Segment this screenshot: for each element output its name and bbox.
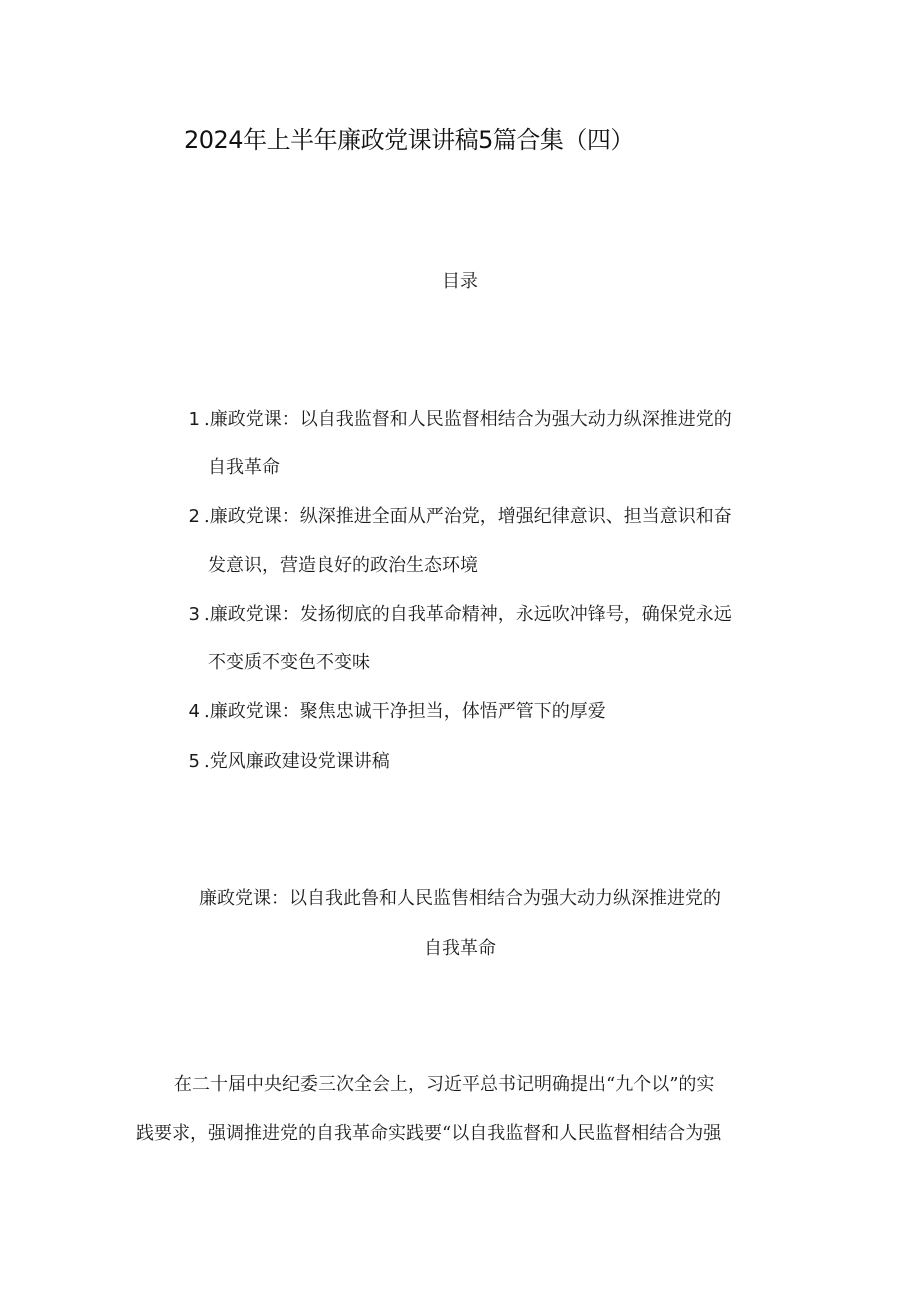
toc-item-number: 5 [188,751,200,772]
toc-heading: 目录 [442,271,478,292]
toc-item-4 [170,698,606,726]
toc-item-1 [170,406,732,434]
toc-item-1-continuation: 自我革命 [208,457,280,478]
body-paragraph-line: 践要求，强调推进党的自我革命实践要“以自我监督和人民监督相结合为强 [136,1123,722,1144]
toc-item-3 [170,601,732,629]
toc-item-text: .廉政党课：以自我监督和人民监督相结合为强大动力纵深推进党的 [204,409,732,430]
toc-item-text: .党风廉政建设党课讲稿 [204,751,390,772]
toc-item-number: 2 [188,506,200,527]
toc-item-text: .廉政党课：发扬彻底的自我革命精神，永远吹冲锋号，确保党永远 [204,604,732,625]
section-title: 廉政党课：以自我此鲁和人民监售相结合为强大动力纵深推进党的 [199,888,721,909]
toc-item-text: .廉政党课：纵深推进全面从严治党，增强纪律意识、担当意识和奋 [204,506,732,527]
toc-item-number: 3 [188,604,200,625]
toc-item-2 [170,503,732,531]
toc-item-2-continuation: 发意识，营造良好的政治生态环境 [208,555,478,576]
section-title-continuation: 自我革命 [424,938,496,959]
toc-item-number: 4 [188,701,200,722]
toc-item-text: .廉政党课：聚焦忠诚干净担当，体悟严管下的厚爱 [204,701,606,722]
toc-item-5 [170,748,390,776]
body-paragraph-line: 在二十届中央纪委三次全会上，习近平总书记明确提出“九个以”的实 [174,1074,715,1095]
document-title: 2024年上半年廉政党课讲稿5篇合集（四） [184,126,634,154]
toc-item-number: 1 [188,409,200,430]
toc-item-3-continuation: 不变质不变色不变味 [208,652,370,673]
